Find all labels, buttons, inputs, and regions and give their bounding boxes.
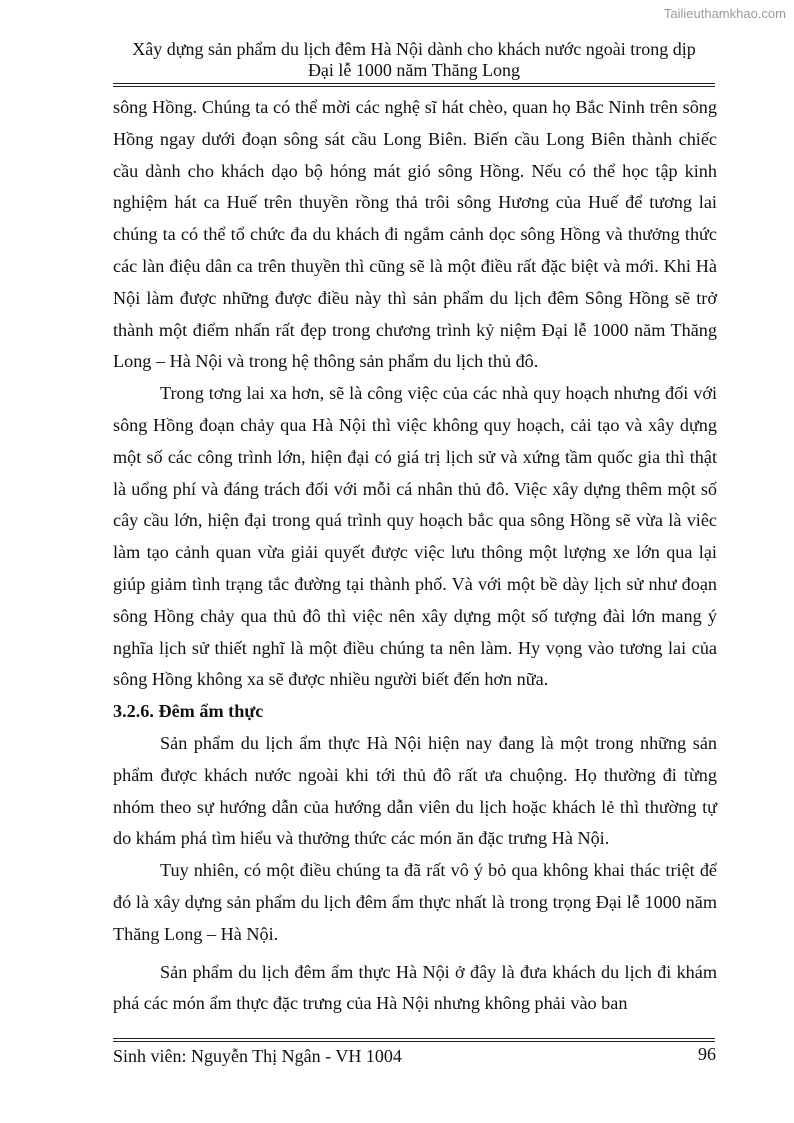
section-heading: 3.2.6. Đêm ẩm thực xyxy=(113,701,264,722)
watermark: Tailieuthamkhao.com xyxy=(663,6,786,21)
paragraph-however: Tuy nhiên, có một điều chúng ta đã rất vô ý bỏ qua không khai thác triệt để đó là xây dựng sản phẩm du lịch đêm ẩm thực nhất là trong trọng Đại lễ 1000 năm Thăng Long – Hà Nội. xyxy=(113,860,717,944)
page-number: 96 xyxy=(698,1044,716,1064)
page-header xyxy=(108,39,720,81)
document-body xyxy=(113,92,717,1020)
paragraph-night-cuisine: Sản phẩm du lịch đêm ẩm thực Hà Nội ở đây là đưa khách du lịch đi khám phá các món ẩm thực đặc trưng của Hà Nội nhưng không phải vào ban xyxy=(113,961,717,1014)
footer-student: Sinh viên: Nguyễn Thị Ngân - VH 1004 xyxy=(113,1046,402,1066)
footer-divider xyxy=(113,1038,715,1042)
header-title-line-1: Xây dựng sản phẩm du lịch đêm Hà Nội dành cho khách nước ngoài trong dịp xyxy=(132,39,696,59)
paragraph-future-planning: Trong tơng lai xa hơn, sẽ là công việc của các nhà quy hoạch nhưng đối với sông Hồng đoạn chảy qua Hà Nội thì việc không quy hoạch, cải tạo và xây dựng một số các công trình lớn, hiện đại có giá trị lịch sử và xứng tầm quốc gia thì thật là uổng phí và đáng trách đối với mỗi cá nhân thủ đô. Việc xây dựng thêm một số cây cầu lớn, hiện đại trong quá trình quy hoạch bắc qua sông Hồng sẽ vừa là viêc làm tạo cảnh quan vừa giải quyết được việc lưu thông một lượng xe lớn qua lại giúp giảm tình trạng tắc đường tại thành phố. Và với một bề dày lịch sử như đoạn sông Hồng chảy qua thủ đô thì việc nên xây dựng một số tượng đài lớn mang ý nghĩa lịch sử thiết nghĩ là một điều chúng ta nên làm. Hy vọng vào tương lai của sông Hồng không xa sẽ được nhiều người biết đến hơn nữa. xyxy=(113,383,717,690)
paragraph-cuisine-intro: Sản phẩm du lịch ẩm thực Hà Nội hiện nay đang là một trong những sản phẩm được khách nước ngoài khi tới thủ đô rất ưa chuộng. Họ thường đi từng nhóm theo sự hướng dẫn của hướng dẫn viên du lịch hoặc khách lẻ thì thường tự do khám phá tìm hiểu và thưởng thức các món ăn đặc trưng Hà Nội. xyxy=(113,732,717,849)
header-title-line-2: Đại lễ 1000 năm Thăng Long xyxy=(307,60,521,80)
header-divider xyxy=(113,83,715,87)
paragraph-continuation: sông Hồng. Chúng ta có thể mời các nghệ sĩ hát chèo, quan họ Bắc Ninh trên sông Hồng ngay dưới đoạn sông sát cầu Long Biên. Biến cầu Long Biên thành chiếc cầu dành cho khách dạo bộ hóng mát gió sông Hồng. Nếu có thể học tập kinh nghiệm hát ca Huế trên thuyền rồng thả trôi sông Hương của Huế để tương lai chúng ta có thể tổ chức đa du khách đi ngắm cảnh dọc sông Hồng và thưởng thức các làn điệu dân ca trên thuyền thì cũng sẽ là một điều rất đặc biệt và mới. Khi Hà Nội làm được những được điều này thì sản phẩm du lịch đêm Sông Hồng sẽ trở thành một điểm nhấn rất đẹp trong chương trình kỷ niệm Đại lễ 1000 năm Thăng Long – Hà Nội và trong hệ thông sản phẩm du lịch thủ đô. xyxy=(113,97,717,372)
